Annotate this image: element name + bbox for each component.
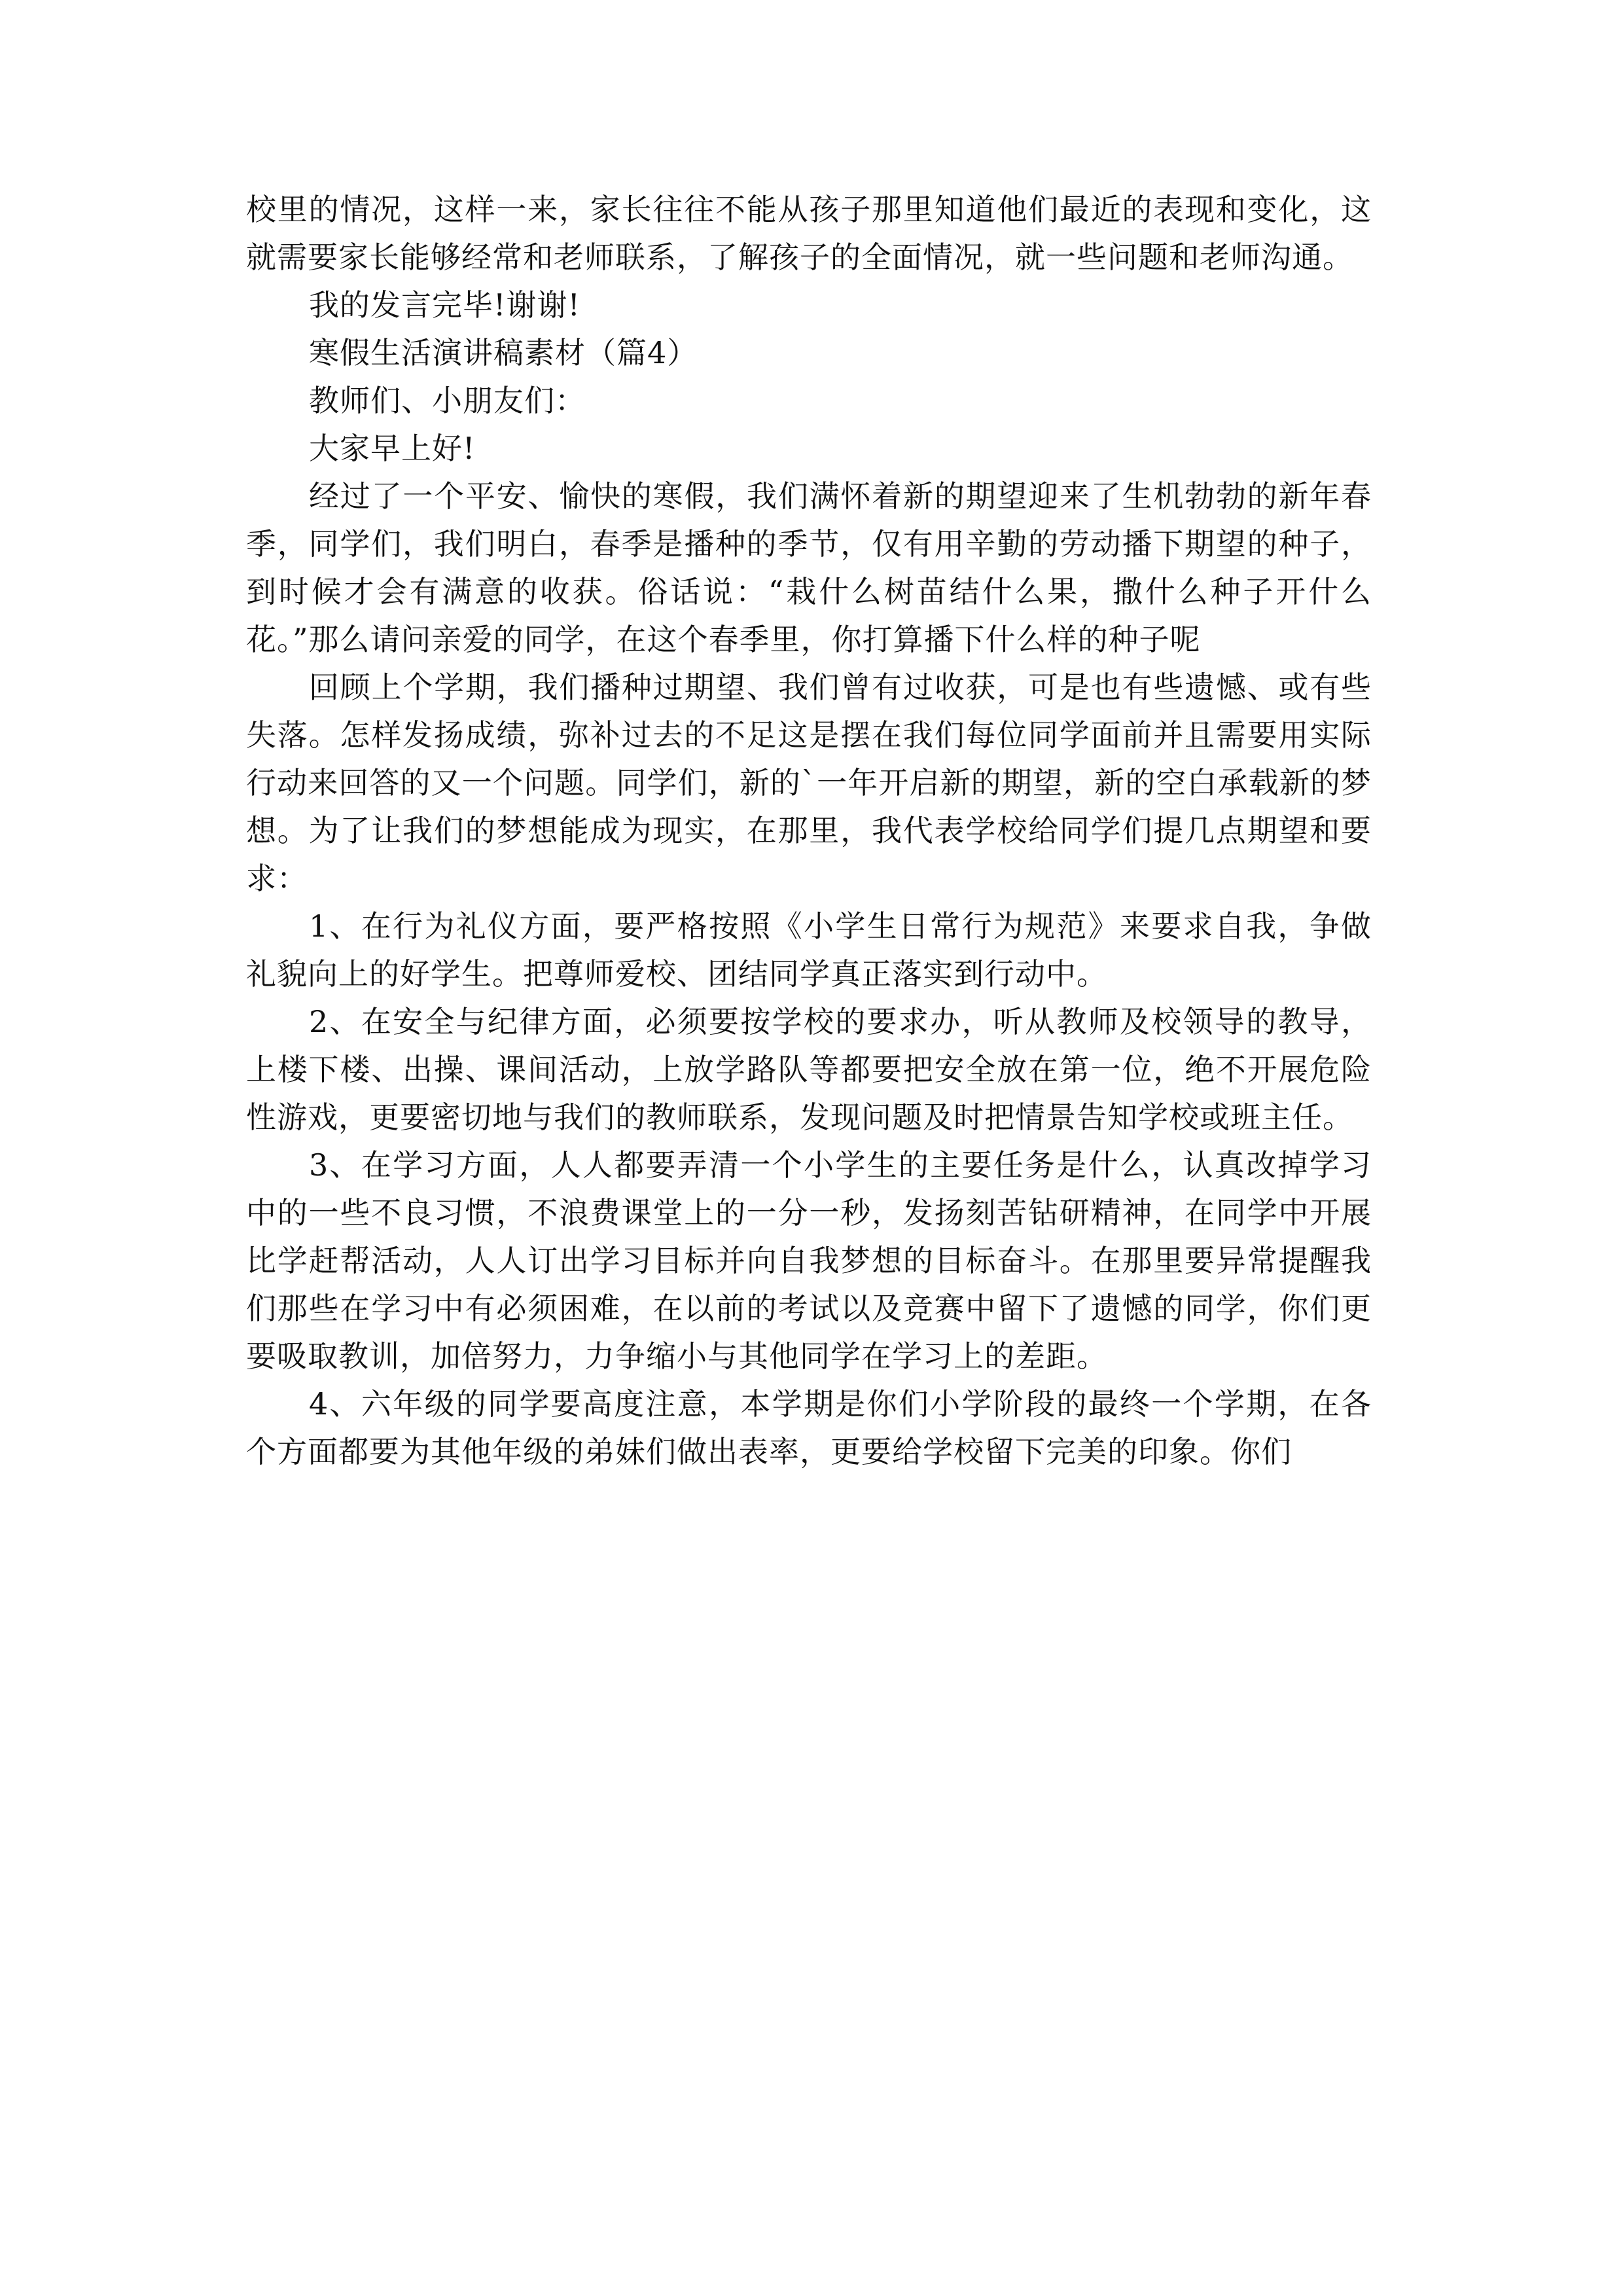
paragraph-spring: 经过了一个平安、愉快的寒假，我们满怀着新的期望迎来了生机勃勃的新年春季，同学们，我们明白，春季是播种的季节，仅有用辛勤的劳动播下期望的种子，到时候才会有满意的收获。俗话说：“栽什么树苗结什么果，撒什么种子开什么花。”那么请问亲爱的同学，在这个春季里，你打算播下什么样的种子呢 [246,478,1372,657]
paragraph-closing: 我的发言完毕!谢谢! [309,287,580,323]
paragraph-item-4: 4、六年级的同学要高度注意，本学期是你们小学阶段的最终一个学期，在各个方面都要为其他年级的弟妹们做出表率，更要给学校留下完美的印象。你们 [246,1386,1372,1469]
paragraph-review: 回顾上个学期，我们播种过期望、我们曾有过收获，可是也有些遗憾、或有些失落。怎样发扬成绩，弥补过去的不足这是摆在我们每位同学面前并且需要用实际行动来回答的又一个问题。同学们，新的`一年开启新的期望，新的空白承载新的梦想。为了让我们的梦想能成为现实，在那里，我代表学校给同学们提几点期望和要求： [246,670,1372,896]
paragraph-continuation: 校里的情况，这样一来，家长往往不能从孩子那里知道他们最近的表现和变化，这就需要家长能够经常和老师联系，了解孩子的全面情况，就一些问题和老师沟通。 [246,192,1372,275]
paragraph-item-3: 3、在学习方面，人人都要弄清一个小学生的主要任务是什么，认真改掉学习中的一些不良习惯，不浪费课堂上的一分一秒，发扬刻苦钻研精神，在同学中开展比学赶帮活动，人人订出学习目标并向自我梦想的目标奋斗。在那里要异常提醒我们那些在学习中有必须困难，在以前的考试以及竞赛中留下了遗憾的同学，你们更要吸取教训，加倍努力，力争缩小与其他同学在学习上的差距。 [246,1147,1372,1374]
section-title: 寒假生活演讲稿素材（篇4） [309,335,698,370]
salutation: 教师们、小朋友们： [309,383,586,418]
paragraph-item-2: 2、在安全与纪律方面，必须要按学校的要求办，听从教师及校领导的教导，上楼下楼、出操、课间活动，上放学路队等都要把安全放在第一位，绝不开展危险性游戏，更要密切地与我们的教师联系，发现问题及时把情景告知学校或班主任。 [246,1004,1372,1135]
paragraph-item-1: 1、在行为礼仪方面，要严格按照《小学生日常行为规范》来要求自我，争做礼貌向上的好学生。把尊师爱校、团结同学真正落实到行动中。 [246,908,1372,992]
greeting: 大家早上好! [309,431,476,466]
document-body [246,186,1372,1476]
